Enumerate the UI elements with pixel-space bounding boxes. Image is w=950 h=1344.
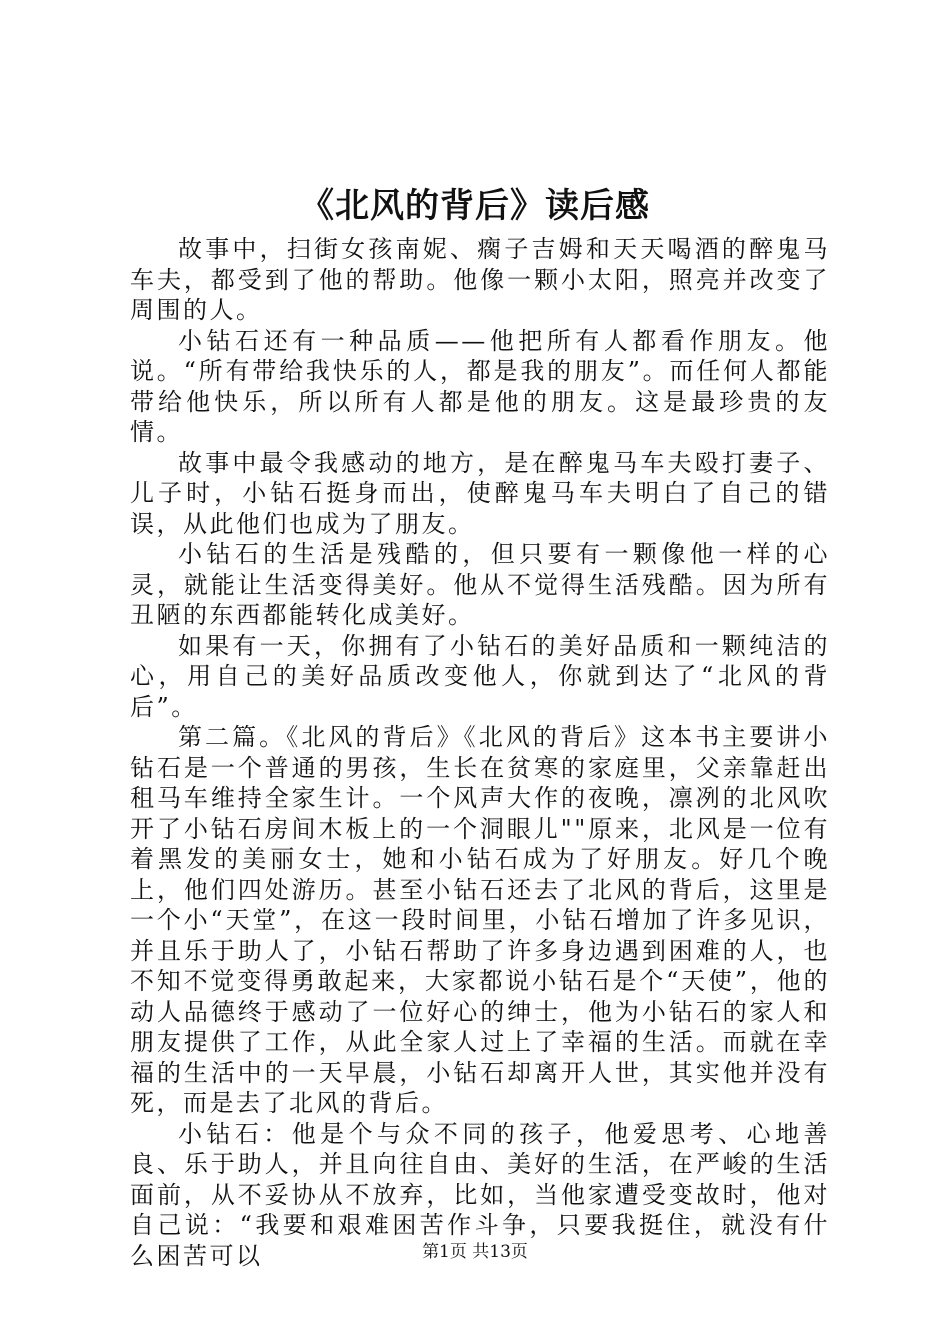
document-body [130,234,830,1271]
paragraph: 第二篇。《北风的背后》《北风的背后》这本书主要讲小钻石是一个普通的男孩，生长在贫寒的家庭里，父亲靠赶出租马车维持全家生计。一个风声大作的夜晚，凛冽的北风吹开了小钻石房间木板上的一个洞眼儿""原来，北风是一位有着黑发的美丽女士，她和小钻石成为了好朋友。好几个晚上，他们四处游历。甚至小钻石还去了北风的背后，这里是一个小“天堂”，在这一段时间里，小钻石增加了许多见识，并且乐于助人了，小钻石帮助了许多身边遇到困难的人，也不知不觉变得勇敢起来，大家都说小钻石是个“天使”，他的动人品德终于感动了一位好心的绅士，他为小钻石的家人和朋友提供了工作，从此全家人过上了幸福的生活。而就在幸福的生活中的一天早晨，小钻石却离开人世，其实他并没有死，而是去了北风的背后。 [130,723,830,1117]
page-number-footer: 第1页 共13页 [422,1242,528,1262]
paragraph: 故事中，扫街女孩南妮、瘸子吉姆和天天喝酒的醉鬼马车夫，都受到了他的帮助。他像一颗小太阳，照亮并改变了周围的人。 [130,235,830,324]
paragraph: 小钻石还有一种品质——他把所有人都看作朋友。他说。“所有带给我快乐的人，都是我的朋友”。而任何人都能带给他快乐，所以所有人都是他的朋友。这是最珍贵的友情。 [130,326,830,446]
paragraph: 小钻石：他是个与众不同的孩子，他爱思考、心地善良、乐于助人，并且向往自由、美好的生活，在严峻的生活面前，从不妥协从不放弃，比如，当他家遭受变故时，他对自己说：“我要和艰难困苦作斗争，只要我挺住，就没有什么困苦可以 [130,1119,830,1270]
paragraph: 如果有一天，你拥有了小钻石的美好品质和一颗纯洁的心，用自己的美好品质改变他人，你就到达了“北风的背后”。 [130,631,830,721]
document-title: 《北风的背后》读后感 [300,186,650,226]
paragraph: 小钻石的生活是残酷的，但只要有一颗像他一样的心灵，就能让生活变得美好。他从不觉得生活残酷。因为所有丑陋的东西都能转化成美好。 [130,540,830,629]
paragraph: 故事中最令我感动的地方，是在醉鬼马车夫殴打妻子、儿子时，小钻石挺身而出，使醉鬼马车夫明白了自己的错误，从此他们也成为了朋友。 [130,448,830,538]
